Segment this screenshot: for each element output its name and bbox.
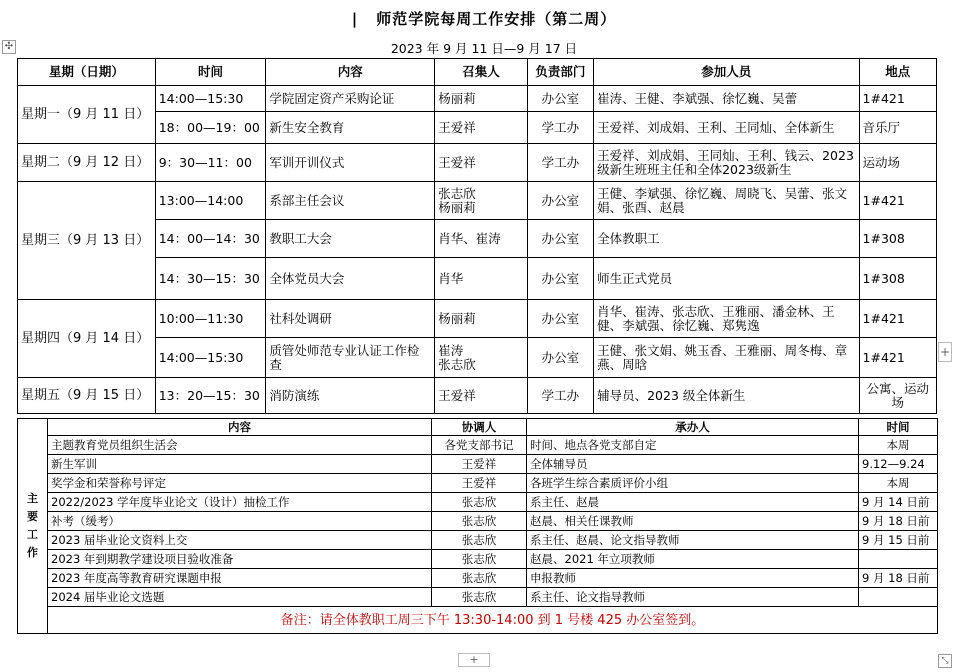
task-coordinator-cell[interactable]: 各党支部书记 — [432, 436, 527, 455]
schedule-location-cell[interactable]: 公寓、运动场 — [859, 378, 936, 414]
schedule-row — [18, 112, 937, 144]
schedule-attendees-cell[interactable]: 王健、李斌强、徐忆巍、周晓飞、吴蕾、张文娟、张酉、赵晨 — [594, 182, 859, 220]
task-time-cell[interactable]: 9 月 18 日前 — [859, 512, 938, 531]
schedule-row — [18, 258, 937, 300]
add-row-icon[interactable]: + — [458, 653, 490, 667]
schedule-day-cell[interactable]: 星期三（9 月 13 日） — [18, 182, 156, 300]
tasks-header-cell: 承办人 — [527, 419, 859, 436]
schedule-attendees-cell[interactable]: 王爱祥、刘成娟、王同灿、王利、钱云、2023级新生班班主任和全体2023级新生 — [594, 144, 859, 182]
task-coordinator-cell[interactable]: 王爱祥 — [432, 455, 527, 474]
schedule-convener-cell[interactable]: 王爱祥 — [435, 112, 528, 144]
schedule-dept-cell[interactable]: 办公室 — [527, 338, 593, 378]
task-coordinator-cell[interactable]: 张志欣 — [432, 588, 527, 607]
task-time-cell[interactable]: 9 月 15 日前 — [859, 531, 938, 550]
tasks-row — [18, 493, 938, 512]
tasks-header-cell: 时间 — [859, 419, 938, 436]
title-bar: | — [351, 10, 359, 28]
schedule-dept-cell[interactable]: 办公室 — [527, 258, 593, 300]
schedule-time-cell[interactable]: 14：30—15：30 — [155, 258, 266, 300]
tasks-row — [18, 436, 938, 455]
task-time-cell[interactable] — [859, 588, 938, 607]
schedule-content-cell[interactable]: 全体党员大会 — [266, 258, 435, 300]
schedule-content-cell[interactable]: 教职工大会 — [266, 220, 435, 258]
task-handler-cell[interactable]: 系主任、赵晨、论文指导教师 — [527, 531, 859, 550]
schedule-header-cell: 星期（日期） — [18, 59, 156, 86]
task-time-cell[interactable]: 9 月 14 日前 — [859, 493, 938, 512]
schedule-convener-cell[interactable]: 杨丽莉 — [435, 300, 528, 338]
task-coordinator-cell[interactable]: 张志欣 — [432, 493, 527, 512]
task-coordinator-cell[interactable]: 张志欣 — [432, 531, 527, 550]
table-resize-icon[interactable]: ⤡ — [938, 654, 952, 668]
schedule-location-cell[interactable]: 1#308 — [859, 258, 936, 300]
task-content-cell[interactable]: 奖学金和荣誉称号评定 — [48, 474, 432, 493]
weekly-schedule-table — [17, 58, 937, 414]
schedule-time-cell[interactable]: 9：30—11：00 — [155, 144, 266, 182]
task-handler-cell[interactable]: 申报教师 — [527, 569, 859, 588]
schedule-time-cell[interactable]: 13:00—14:00 — [155, 182, 266, 220]
schedule-time-cell[interactable]: 10:00—11:30 — [155, 300, 266, 338]
task-content-cell[interactable]: 2024 届毕业论文选题 — [48, 588, 432, 607]
task-handler-cell[interactable]: 全体辅导员 — [527, 455, 859, 474]
tasks-header-row — [18, 419, 938, 436]
tasks-row — [18, 455, 938, 474]
main-tasks-side-label: 主 要 工 作 — [18, 419, 48, 634]
schedule-content-cell[interactable]: 新生安全教育 — [266, 112, 435, 144]
schedule-row — [18, 378, 937, 414]
task-time-cell[interactable]: 本周 — [859, 474, 938, 493]
tasks-note-row — [18, 607, 938, 634]
schedule-day-cell[interactable]: 星期二（9 月 12 日） — [18, 144, 156, 182]
schedule-day-cell[interactable]: 星期一（9 月 11 日） — [18, 86, 156, 144]
schedule-day-cell[interactable]: 星期四（9 月 14 日） — [18, 300, 156, 378]
schedule-attendees-cell[interactable]: 王健、张文娟、姚玉香、王雅丽、周冬梅、章燕、周晗 — [594, 338, 859, 378]
schedule-row — [18, 338, 937, 378]
schedule-row — [18, 144, 937, 182]
task-handler-cell[interactable]: 系主任、赵晨 — [527, 493, 859, 512]
tasks-row — [18, 569, 938, 588]
task-time-cell[interactable]: 9.12—9.24 — [859, 455, 938, 474]
schedule-location-cell[interactable]: 1#421 — [859, 182, 936, 220]
schedule-content-cell[interactable]: 社科处调研 — [266, 300, 435, 338]
task-content-cell[interactable]: 2022/2023 学年度毕业论文（设计）抽检工作 — [48, 493, 432, 512]
schedule-attendees-cell[interactable]: 辅导员、2023 级全体新生 — [594, 378, 859, 414]
task-time-cell[interactable]: 9 月 18 日前 — [859, 569, 938, 588]
task-content-cell[interactable]: 2023 届毕业论文资料上交 — [48, 531, 432, 550]
schedule-location-cell[interactable]: 运动场 — [859, 144, 936, 182]
schedule-content-cell[interactable]: 军训开训仪式 — [266, 144, 435, 182]
schedule-header-cell: 内容 — [266, 59, 435, 86]
table-move-handle-icon[interactable]: ✣ — [2, 40, 16, 54]
schedule-convener-cell[interactable]: 王爱祥 — [435, 144, 528, 182]
schedule-header-cell: 时间 — [155, 59, 266, 86]
schedule-attendees-cell[interactable]: 全体教职工 — [594, 220, 859, 258]
schedule-dept-cell[interactable]: 办公室 — [527, 300, 593, 338]
schedule-location-cell[interactable]: 1#421 — [859, 86, 936, 112]
task-handler-cell[interactable]: 赵晨、相关任课教师 — [527, 512, 859, 531]
main-tasks-table — [17, 418, 938, 634]
tasks-row — [18, 550, 938, 569]
task-handler-cell[interactable]: 赵晨、2021 年立项教师 — [527, 550, 859, 569]
task-coordinator-cell[interactable]: 张志欣 — [432, 512, 527, 531]
tasks-row — [18, 512, 938, 531]
task-coordinator-cell[interactable]: 张志欣 — [432, 569, 527, 588]
schedule-convener-cell[interactable]: 张志欣 杨丽莉 — [435, 182, 528, 220]
schedule-location-cell[interactable]: 1#421 — [859, 300, 936, 338]
schedule-header-cell: 召集人 — [435, 59, 528, 86]
schedule-location-cell[interactable]: 音乐厅 — [859, 112, 936, 144]
schedule-attendees-cell[interactable]: 师生正式党员 — [594, 258, 859, 300]
schedule-header-cell: 参加人员 — [594, 59, 859, 86]
schedule-convener-cell[interactable]: 杨丽莉 — [435, 86, 528, 112]
schedule-location-cell[interactable]: 1#421 — [859, 338, 936, 378]
tasks-header-cell: 内容 — [48, 419, 432, 436]
schedule-time-cell[interactable]: 18：00—19：00 — [155, 112, 266, 144]
schedule-row — [18, 86, 937, 112]
schedule-row — [18, 182, 937, 220]
schedule-time-cell[interactable]: 13：20—15：30 — [155, 378, 266, 414]
tasks-row — [18, 531, 938, 550]
schedule-content-cell[interactable]: 系部主任会议 — [266, 182, 435, 220]
schedule-time-cell[interactable]: 14:00—15:30 — [155, 86, 266, 112]
tasks-row — [18, 474, 938, 493]
schedule-attendees-cell[interactable]: 崔涛、王健、李斌强、徐忆巍、吴蕾 — [594, 86, 859, 112]
schedule-dept-cell[interactable]: 办公室 — [527, 86, 593, 112]
schedule-location-cell[interactable]: 1#308 — [859, 220, 936, 258]
date-range: 2023 年 9 月 11 日—9 月 17 日 — [390, 41, 578, 56]
task-coordinator-cell[interactable]: 王爱祥 — [432, 474, 527, 493]
schedule-header-cell: 负责部门 — [527, 59, 593, 86]
document-title — [0, 8, 968, 29]
schedule-convener-cell[interactable]: 王爱祥 — [435, 378, 528, 414]
schedule-row — [18, 220, 937, 258]
schedule-header-row — [18, 59, 937, 86]
schedule-row — [18, 300, 937, 338]
task-coordinator-cell[interactable]: 张志欣 — [432, 550, 527, 569]
schedule-convener-cell[interactable]: 肖华 — [435, 258, 528, 300]
tasks-header-cell: 协调人 — [432, 419, 527, 436]
title-text: 师范学院每周工作安排（第二周） — [376, 10, 617, 28]
task-content-cell[interactable]: 补考（缓考） — [48, 512, 432, 531]
task-content-cell[interactable]: 2023 年到期教学建设项目验收准备 — [48, 550, 432, 569]
schedule-convener-cell[interactable]: 肖华、崔涛 — [435, 220, 528, 258]
schedule-header-cell: 地点 — [859, 59, 936, 86]
schedule-attendees-cell[interactable]: 王爱祥、刘成娟、王利、王同灿、全体新生 — [594, 112, 859, 144]
task-time-cell[interactable]: 本周 — [859, 436, 938, 455]
schedule-content-cell[interactable]: 消防演练 — [266, 378, 435, 414]
task-content-cell[interactable]: 2023 年度高等教育研究课题申报 — [48, 569, 432, 588]
schedule-dept-cell[interactable]: 学工办 — [527, 378, 593, 414]
schedule-convener-cell[interactable]: 崔涛 张志欣 — [435, 338, 528, 378]
schedule-dept-cell[interactable]: 学工办 — [527, 112, 593, 144]
tasks-row — [18, 588, 938, 607]
schedule-attendees-cell[interactable]: 肖华、崔涛、张志欣、王雅丽、潘金林、王健、李斌强、徐忆巍、郑隽逸 — [594, 300, 859, 338]
task-content-cell[interactable]: 主题教育党员组织生活会 — [48, 436, 432, 455]
task-handler-cell[interactable]: 各班学生综合素质评价小组 — [527, 474, 859, 493]
tasks-note[interactable]: 备注：请全体教职工周三下午 13:30-14:00 到 1 号楼 425 办公室签到。 — [48, 607, 938, 634]
schedule-dept-cell[interactable]: 学工办 — [527, 144, 593, 182]
schedule-dept-cell[interactable]: 办公室 — [527, 220, 593, 258]
task-content-cell[interactable]: 新生军训 — [48, 455, 432, 474]
task-handler-cell[interactable]: 系主任、论文指导教师 — [527, 588, 859, 607]
schedule-content-cell[interactable]: 学院固定资产采购论证 — [266, 86, 435, 112]
add-column-icon[interactable]: + — [938, 342, 952, 362]
task-time-cell[interactable] — [859, 550, 938, 569]
schedule-day-cell[interactable]: 星期五（9 月 15 日） — [18, 378, 156, 414]
schedule-time-cell[interactable]: 14：00—14：30 — [155, 220, 266, 258]
schedule-content-cell[interactable]: 质管处师范专业认证工作检查 — [266, 338, 435, 378]
schedule-dept-cell[interactable]: 办公室 — [527, 182, 593, 220]
task-handler-cell[interactable]: 时间、地点各党支部自定 — [527, 436, 859, 455]
schedule-time-cell[interactable]: 14:00—15:30 — [155, 338, 266, 378]
